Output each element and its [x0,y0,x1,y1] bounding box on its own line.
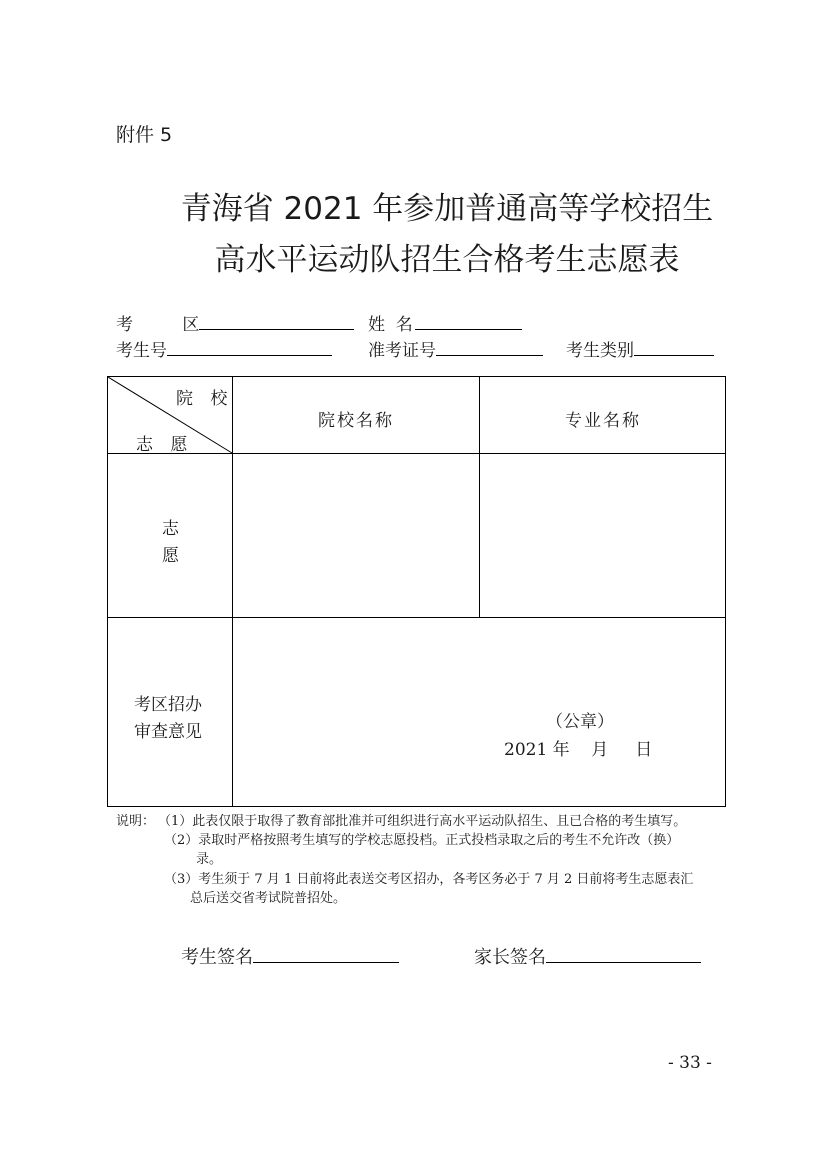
seal-label: （公章） [546,712,614,732]
school-name-header: 院校名称 [318,411,394,431]
admission-no-field[interactable] [368,336,543,361]
exam-no-label: 考生号 [116,341,167,361]
wish-table [107,376,726,807]
note-3b: 总后送交省考试院普招处。 [190,891,347,906]
student-signature-label: 考生签名 [181,947,253,968]
row-divider-2-left [108,617,232,618]
notes-label: 说明： [116,814,156,829]
name-label: 姓 名 [368,315,413,335]
wish-row-label-2: 愿 [162,546,179,566]
name-field[interactable] [368,310,522,335]
note-3a: （3）考生须于 7 月 1 日前将此表送交考区招办，各考区务必于 7 月 2 日前将考生志愿表汇 [164,872,694,887]
category-label: 考生类别 [566,341,634,361]
review-row-label-2: 审查意见 [134,722,202,742]
col-divider-2 [479,377,480,617]
admission-no-label: 准考证号 [368,341,436,361]
exam-area-label: 考 区 [116,315,222,335]
exam-no-field[interactable] [116,336,332,361]
category-line [634,339,714,356]
title-line-1: 青海省 2021 年参加普通高等学校招生 [180,191,714,227]
review-row-label-1: 考区招办 [134,695,202,715]
page-number: - 33 - [668,1053,712,1073]
major-name-header: 专业名称 [565,411,641,431]
student-signature-field[interactable] [181,943,399,969]
exam-area-line [199,313,354,330]
attachment-label: 附件 5 [116,124,173,146]
parent-signature-label: 家长签名 [474,947,546,968]
exam-area-field[interactable] [116,310,354,335]
header-wish-label: 志 愿 [136,435,194,455]
note-2a: （2）录取时严格按照考生填写的学校志愿投档。正式投档录取之后的考生不允许改（换） [164,833,680,848]
parent-signature-field[interactable] [474,943,701,969]
category-field[interactable] [566,336,714,361]
name-line [415,313,522,330]
note-1: （1）此表仅限于取得了教育部批准并可组织进行高水平运动队招生、且已合格的考生填写。 [158,814,687,829]
title-line-2: 高水平运动队招生合格考生志愿表 [214,242,680,278]
header-school-label: 院 校 [176,389,234,409]
row-divider-2-right [232,617,725,618]
student-signature-line [253,946,399,963]
review-date: 2021 年 月 日 [504,740,653,760]
admission-no-line [436,339,543,356]
wish-row-label-1: 志 [162,519,179,539]
note-2b: 录。 [196,852,223,867]
exam-no-line [167,339,332,356]
parent-signature-line [546,946,701,963]
